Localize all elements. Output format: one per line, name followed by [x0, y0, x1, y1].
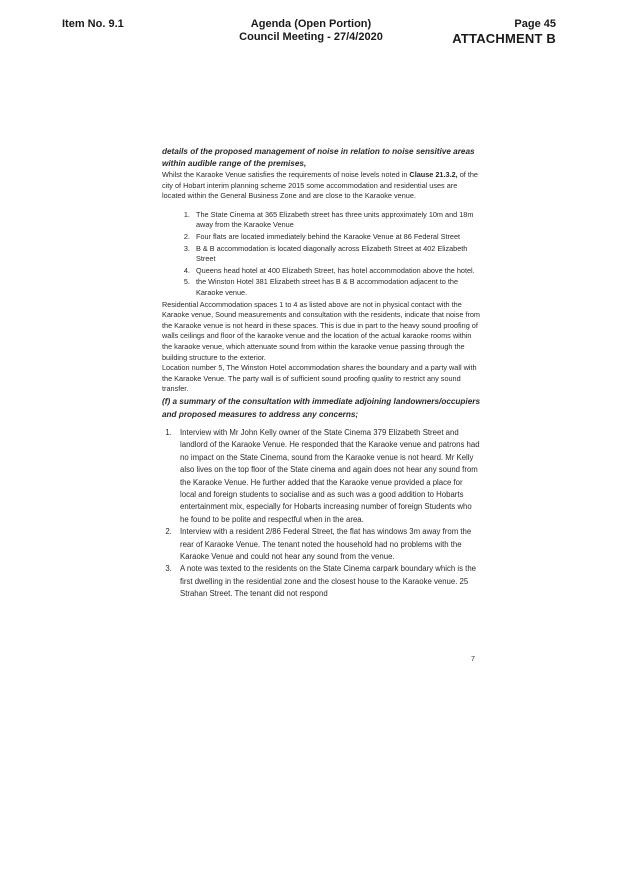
- section-heading-noise: details of the proposed management of noise in relation to noise sensitive areas within audible range of the premises,: [162, 147, 475, 168]
- page-number: 7: [471, 656, 475, 663]
- list-item: 4. Queens head hotel at 400 Elizabeth Street, has hotel accommodation above the hotel.: [192, 266, 480, 277]
- list-item: 1. Interview with Mr John Kelly owner of the State Cinema 379 Elizabeth Street and landlord of the Karaoke Venue. He responded that the Karaoke venue and patrons had no impact on the State Cinema, sound from the Karaoke venue is not heard. Mr Kelly also lives on the top floor of the State cinema and again does not hear any sound from the Karaoke Venue. He further added that the Karaoke venue provided a place for local and foreign students to socialise and as such was a good addition to Hobarts entertainment mix, especially for Hobarts increasing number of foreign Students who he found to be polite and respectful when in the area.: [174, 427, 480, 526]
- attachment-label: ATTACHMENT B: [452, 31, 556, 46]
- list-item: 2. Interview with a resident 2/86 Federal Street, the flat has windows 3m away from the rear of Karaoke Venue. The tenant noted the household had no problems with the Karaoke Venue and could not hear any sound from the venue.: [174, 526, 480, 563]
- list-item: 3. A note was texted to the residents on the State Cinema carpark boundary which is the first dwelling in the residential zone and the closest house to the Karaoke venue. 25 Strahan Street. The tenant did not respond: [174, 563, 480, 600]
- section-heading-consultation: (f) a summary of the consultation with immediate adjoining landowners/occupiers and proposed measures to address any concerns;: [162, 396, 480, 419]
- list-item: 5. the Winston Hotel 381 Elizabeth street has B & B accommodation adjacent to the Karaoke venue.: [192, 277, 480, 298]
- list-item: 1. The State Cinema at 365 Elizabeth street has three units approximately 10m and 18m away from the Karaoke Venue: [192, 210, 480, 231]
- paragraph-clause-after: of the city of Hobart interim planning scheme 2015 some accommodation and residential uses are located within the General Business Zone and are close to the Karaoke venue.: [162, 170, 478, 201]
- paragraph-residential: Residential Accommodation spaces 1 to 4 as listed above are not in physical contact with the Karaoke venue, Sound measurements and consultation with the residents, indicate that noise from the Karaoke venue is not heard in these spaces. This is due in part to the heavy sound proofing of walls ceilings and floor of the karaoke venue and the location of the actual karaoke rooms within the karaoke venue, which attenuate sound from within the karaoke venue passing through the building structure to the exterior.: [162, 299, 481, 362]
- page-header: [452, 18, 556, 46]
- consultation-list: [162, 427, 480, 601]
- item-number: Item No. 9.1: [62, 18, 124, 30]
- document-body: [162, 146, 480, 601]
- meeting-date: Council Meeting - 27/4/2020: [239, 31, 383, 43]
- list-item: 3. B & B accommodation is located diagonally across Elizabeth Street at 402 Elizabeth Street: [192, 244, 480, 265]
- clause-reference: Clause 21.3.2,: [409, 170, 458, 179]
- paragraph-winston: Location number 5, The Winston Hotel accommodation shares the boundary and a party wall with the Karaoke Venue. The party wall is of sufficient sound proofing quality to restrict any sound transfer.: [162, 363, 477, 394]
- agenda-title: Agenda (Open Portion): [250, 18, 372, 30]
- accommodation-list: [162, 210, 480, 299]
- page-label: Page 45: [514, 18, 556, 30]
- paragraph-clause-before: Whilst the Karaoke Venue satisfies the requirements of noise levels noted in: [162, 170, 410, 179]
- list-item: 2. Four flats are located immediately behind the Karaoke Venue at 86 Federal Street: [192, 232, 480, 243]
- paragraph-clause: [162, 170, 480, 202]
